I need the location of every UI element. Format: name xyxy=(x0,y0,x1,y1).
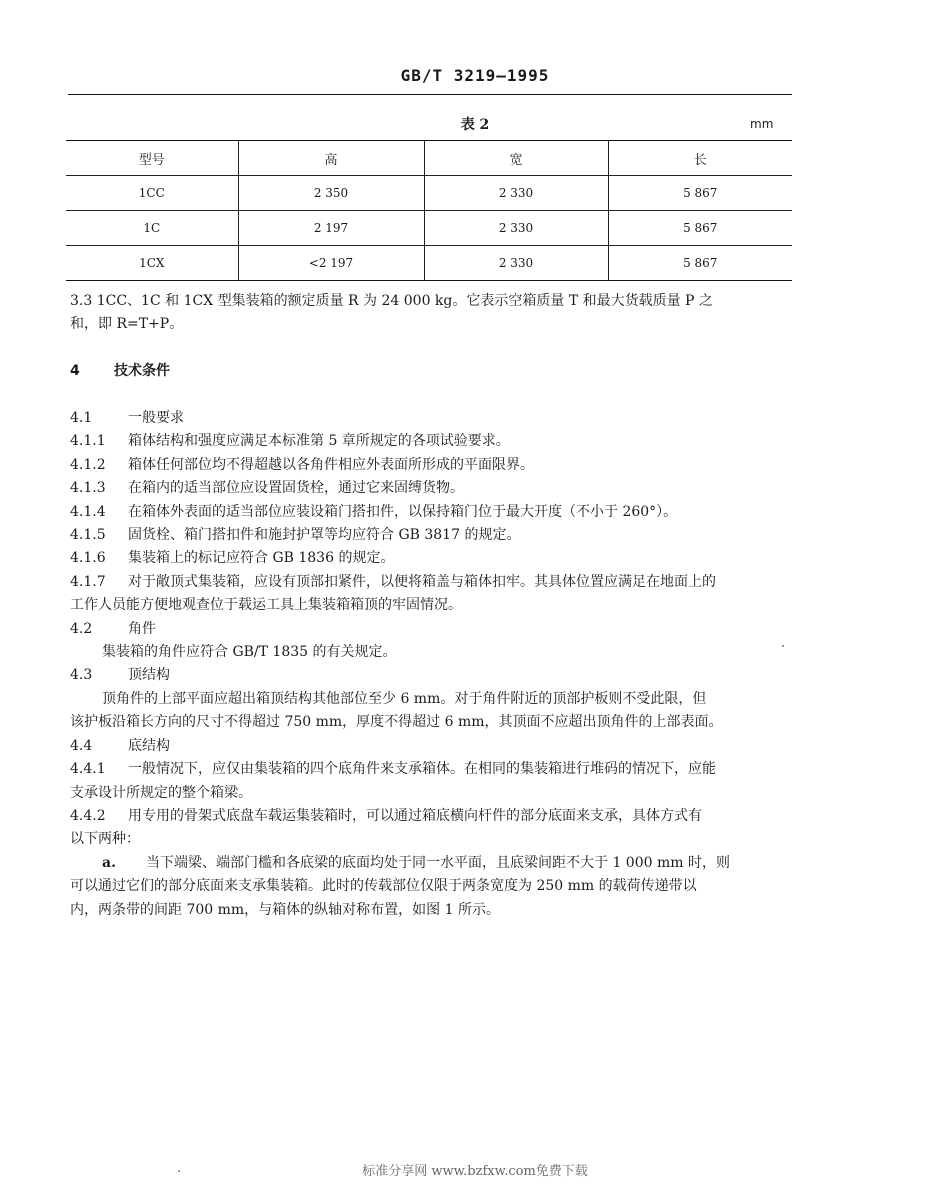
list-item-a xyxy=(70,852,798,875)
column-header-length: 长 xyxy=(608,141,792,176)
clause-4-1-3 xyxy=(70,477,798,500)
section-number: 4 xyxy=(70,363,80,380)
table-row xyxy=(66,176,792,211)
clause-4-3-text: 顶角件的上部平面应超出箱顶结构其他部位至少 6 mm。对于角件附近的顶部护板则不受此限，但 xyxy=(102,690,707,707)
clause-4-1-4 xyxy=(70,501,798,524)
clause-number: 4.1.1 xyxy=(70,433,106,450)
table-cell: 2 330 xyxy=(424,211,608,246)
clause-4-3-heading xyxy=(70,664,798,687)
clause-4-4-1 xyxy=(70,758,798,781)
clause-text: 箱体任何部位均不得超越以各角件相应外表面所形成的平面限界。 xyxy=(128,456,534,473)
clause-4-1-heading xyxy=(70,407,798,430)
table-row xyxy=(66,246,792,281)
clause-number: 4.1.7 xyxy=(70,573,106,590)
header-rule xyxy=(68,94,792,95)
clause-text: 固货栓、箱门搭扣件和施封护罩等均应符合 GB 3817 的规定。 xyxy=(128,527,521,544)
clause-number: 4.1.6 xyxy=(70,550,106,567)
column-header-height: 高 xyxy=(238,141,424,176)
clause-4-1-7 xyxy=(70,571,798,594)
list-item-text: 当下端梁、端部门槛和各底梁的底面均处于同一水平面，且底梁间距不大于 1 000 mm 时，则 xyxy=(146,854,730,871)
list-item-a-cont: 可以通过它们的部分底面来支承集装箱。此时的传载部位仅限于两条宽度为 250 mm 的载荷传递带以 xyxy=(70,878,697,895)
clause-text: 在箱内的适当部位应设置固货栓，通过它来固缚货物。 xyxy=(128,480,464,497)
list-item-label: a. xyxy=(102,854,116,871)
clause-number: 4.4.1 xyxy=(70,761,106,778)
column-header-width: 宽 xyxy=(424,141,608,176)
clause-number: 4.1.4 xyxy=(70,503,106,520)
table-cell: 5 867 xyxy=(608,176,792,211)
table-cell: 2 330 xyxy=(424,246,608,281)
clause-4-4-2 xyxy=(70,805,798,828)
spacer xyxy=(70,384,798,407)
table-row xyxy=(66,211,792,246)
scan-speck xyxy=(782,645,784,647)
table-cell: 5 867 xyxy=(608,211,792,246)
clause-text: 在箱体外表面的适当部位应装设箱门搭扣件，以保持箱门位于最大开度（不小于 260°）。 xyxy=(128,503,678,520)
section-4-heading xyxy=(70,360,798,383)
clause-4-4-heading xyxy=(70,735,798,758)
clause-title: 顶结构 xyxy=(128,667,170,684)
table-header-row xyxy=(66,141,792,176)
clause-text: 箱体结构和强度应满足本标准第 5 章所规定的各项试验要求。 xyxy=(128,433,510,450)
clause-number: 4.1 xyxy=(70,410,93,426)
clause-4-1-7-cont: 工作人员能方便地观查位于载运工具上集装箱箱顶的牢固情况。 xyxy=(70,597,462,614)
clause-title: 角件 xyxy=(128,620,156,637)
clause-number: 4.1.5 xyxy=(70,527,106,544)
clause-4-4-2-cont: 以下两种： xyxy=(70,831,140,848)
clause-4-2-heading xyxy=(70,618,798,641)
footer-watermark: 标准分享网 www.bzfxw.com免费下载 xyxy=(362,1164,588,1179)
table-cell: 1C xyxy=(66,211,238,246)
clause-number: 4.3 xyxy=(70,667,93,684)
clause-4-1-6 xyxy=(70,547,798,570)
table-cell: 2 330 xyxy=(424,176,608,211)
table-title: 表 2 xyxy=(460,117,490,133)
table-cell: 5 867 xyxy=(608,246,792,281)
body-text xyxy=(70,290,798,922)
clause-4-1-2 xyxy=(70,454,798,477)
table-cell: 1CX xyxy=(66,246,238,281)
clause-number: 4.1.2 xyxy=(70,456,106,473)
dimension-table xyxy=(66,140,792,281)
clause-4-1-5 xyxy=(70,524,798,547)
clause-number: 4.4 xyxy=(70,737,93,754)
clause-text: 用专用的骨架式底盘车载运集装箱时，可以通过箱底横向杆件的部分底面来支承，具体方式有 xyxy=(128,807,702,824)
table-unit: mm xyxy=(750,117,774,131)
clause-number: 4.1.3 xyxy=(70,480,106,497)
clause-3-3-line: 和，即 R=T+P。 xyxy=(70,316,184,333)
clause-4-1-1 xyxy=(70,430,798,453)
clause-title: 底结构 xyxy=(128,737,170,754)
table-cell: 1CC xyxy=(66,176,238,211)
clause-text: 对于敞顶式集装箱，应设有顶部扣紧件，以便将箱盖与箱体扣牢。其具体位置应满足在地面上的 xyxy=(128,573,716,590)
list-item-a-cont: 内，两条带的间距 700 mm，与箱体的纵轴对称布置，如图 1 所示。 xyxy=(70,901,500,918)
spacer xyxy=(70,337,798,360)
table-cell: 2 197 xyxy=(238,211,424,246)
clause-number: 4.4.2 xyxy=(70,807,106,824)
table-cell: <2 197 xyxy=(238,246,424,281)
clause-title: 一般要求 xyxy=(128,410,184,426)
clause-4-2-text: 集装箱的角件应符合 GB/T 1835 的有关规定。 xyxy=(102,644,397,661)
clause-4-4-1-cont: 支承设计所规定的整个箱梁。 xyxy=(70,784,252,801)
column-header-model: 型号 xyxy=(66,141,238,176)
clause-4-3-text-cont: 该护板沿箱长方向的尺寸不得超过 750 mm，厚度不得超过 6 mm，其顶面不应超出顶角件的上部表面。 xyxy=(70,714,723,731)
standard-code-header: GB/T 3219—1995 xyxy=(400,66,550,85)
table-cell: 2 350 xyxy=(238,176,424,211)
clause-3-3-line: 3.3 1CC、1C 和 1CX 型集装箱的额定质量 R 为 24 000 kg。它表示空箱质量 T 和最大货载质量 P 之 xyxy=(70,293,713,309)
clause-number: 4.2 xyxy=(70,620,93,637)
section-title: 技术条件 xyxy=(114,363,170,380)
clause-text: 集装箱上的标记应符合 GB 1836 的规定。 xyxy=(128,550,395,567)
clause-text: 一般情况下，应仅由集装箱的四个底角件来支承箱体。在相同的集装箱进行堆码的情况下，应能 xyxy=(128,761,716,778)
